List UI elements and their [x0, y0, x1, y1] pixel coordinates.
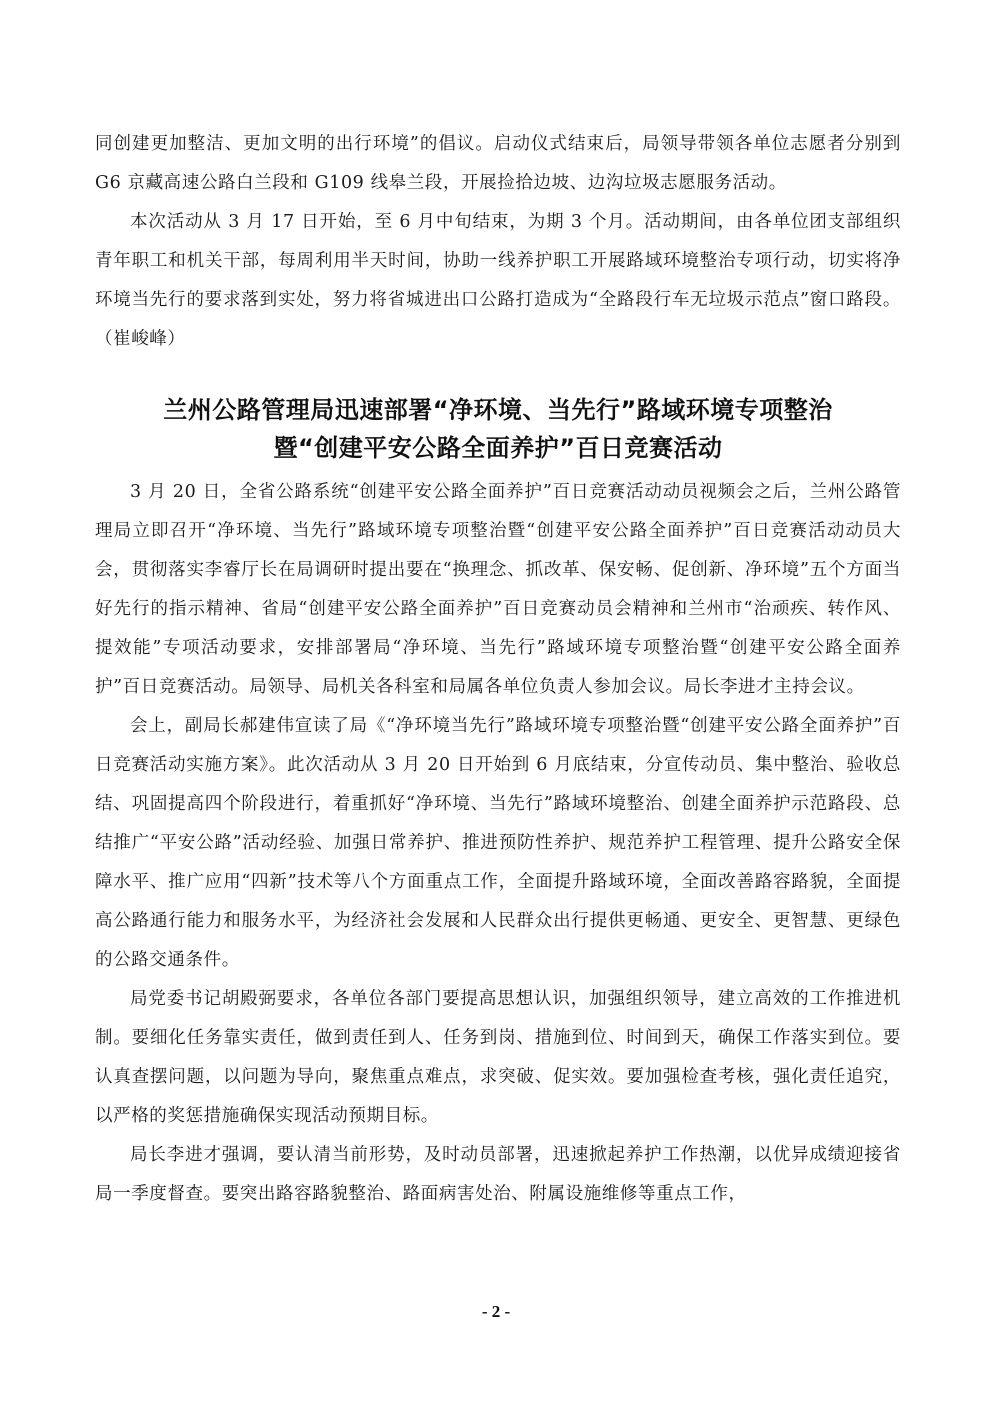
article-paragraph-3: 局党委书记胡殿弼要求，各单位各部门要提高思想认识，加强组织领导，建立高效的工作推进机制。要细化任务靠实责任，做到责任到人、任务到岗、措施到位、时间到天，确保工作落实到位。要认真查摆问题，以问题为导向，聚焦重点难点，求突破、促实效。要加强检查考核，强化责任追究，以严格的奖惩措施确保实现活动预期目标。: [95, 989, 901, 1126]
article-paragraph-1: 3 月 20 日，全省公路系统“创建平安公路全面养护”百日竞赛活动动员视频会之后，兰州公路管理局立即召开“净环境、当先行”路域环境专项整治暨“创建平安公路全面养护”百日竞赛活动动员大会，贯彻落实李睿厅长在局调研时提出要在“换理念、抓改革、保安畅、促创新、净环境”五个方面当好先行的指示精神、省局“创建平安公路全面养护”百日竞赛动员会精神和兰州市“治顽疾、转作风、提效能”专项活动要求，安排部署局“净环境、当先行”路域环境专项整治暨“创建平安公路全面养护”百日竞赛活动。局领导、局机关各科室和局属各单位负责人参加会议。局长李进才主持会议。: [95, 482, 901, 697]
article-title-line-1: 兰州公路管理局迅速部署“净环境、当先行”路域环境专项整治: [163, 396, 833, 424]
article-paragraph-4: 局长李进才强调，要认清当前形势，及时动员部署，迅速掀起养护工作热潮，以优异成绩迎接省局一季度督查。要突出路容路貌整治、路面病害处治、附属设施维修等重点工作，: [95, 1145, 901, 1204]
article-paragraph-2: 会上，副局长郝建伟宣读了局《“净环境当先行”路域环境专项整治暨“创建平安公路全面养护”百日竞赛活动实施方案》。此次活动从 3 月 20 日开始到 6 月底结束，分宣传动员、集中整治、验收总结、巩固提高四个阶段进行，着重抓好“净环境、当先行”路域环境整治、创建全面养护示范路段、总结推广“平安公路”活动经验、加强日常养护、推进预防性养护、规范养护工程管理、提升公路安全保障水平、推广应用“四新”技术等八个方面重点工作，全面提升路域环境，全面改善路容路貌，全面提高公路通行能力和服务水平，为经济社会发展和人民群众出行提供更畅通、更安全、更智慧、更绿色的公路交通条件。: [95, 716, 901, 970]
article-title: [95, 391, 901, 467]
document-body: [95, 125, 901, 1214]
paragraph-continuation: 同创建更加整洁、更加文明的出行环境”的倡议。启动仪式结束后，局领导带领各单位志愿者分别到 G6 京藏高速公路白兰段和 G109 线皋兰段，开展捡拾边坡、边沟垃圾志愿服务活动。: [95, 134, 901, 193]
article-title-line-2: 暨“创建平安公路全面养护”百日竞赛活动: [273, 434, 723, 462]
page-number: - 2 -: [481, 1302, 511, 1321]
paragraph-activity-period: 本次活动从 3 月 17 日开始，至 6 月中旬结束，为期 3 个月。活动期间，由各单位团支部组织青年职工和机关干部，每周利用半天时间，协助一线养护职工开展路域环境整治专项行动，切实将净环境当先行的要求落到实处，努力将省城进出口公路打造成为“全路段行车无垃圾示范点”窗口路段。（崔峻峰）: [95, 212, 901, 349]
